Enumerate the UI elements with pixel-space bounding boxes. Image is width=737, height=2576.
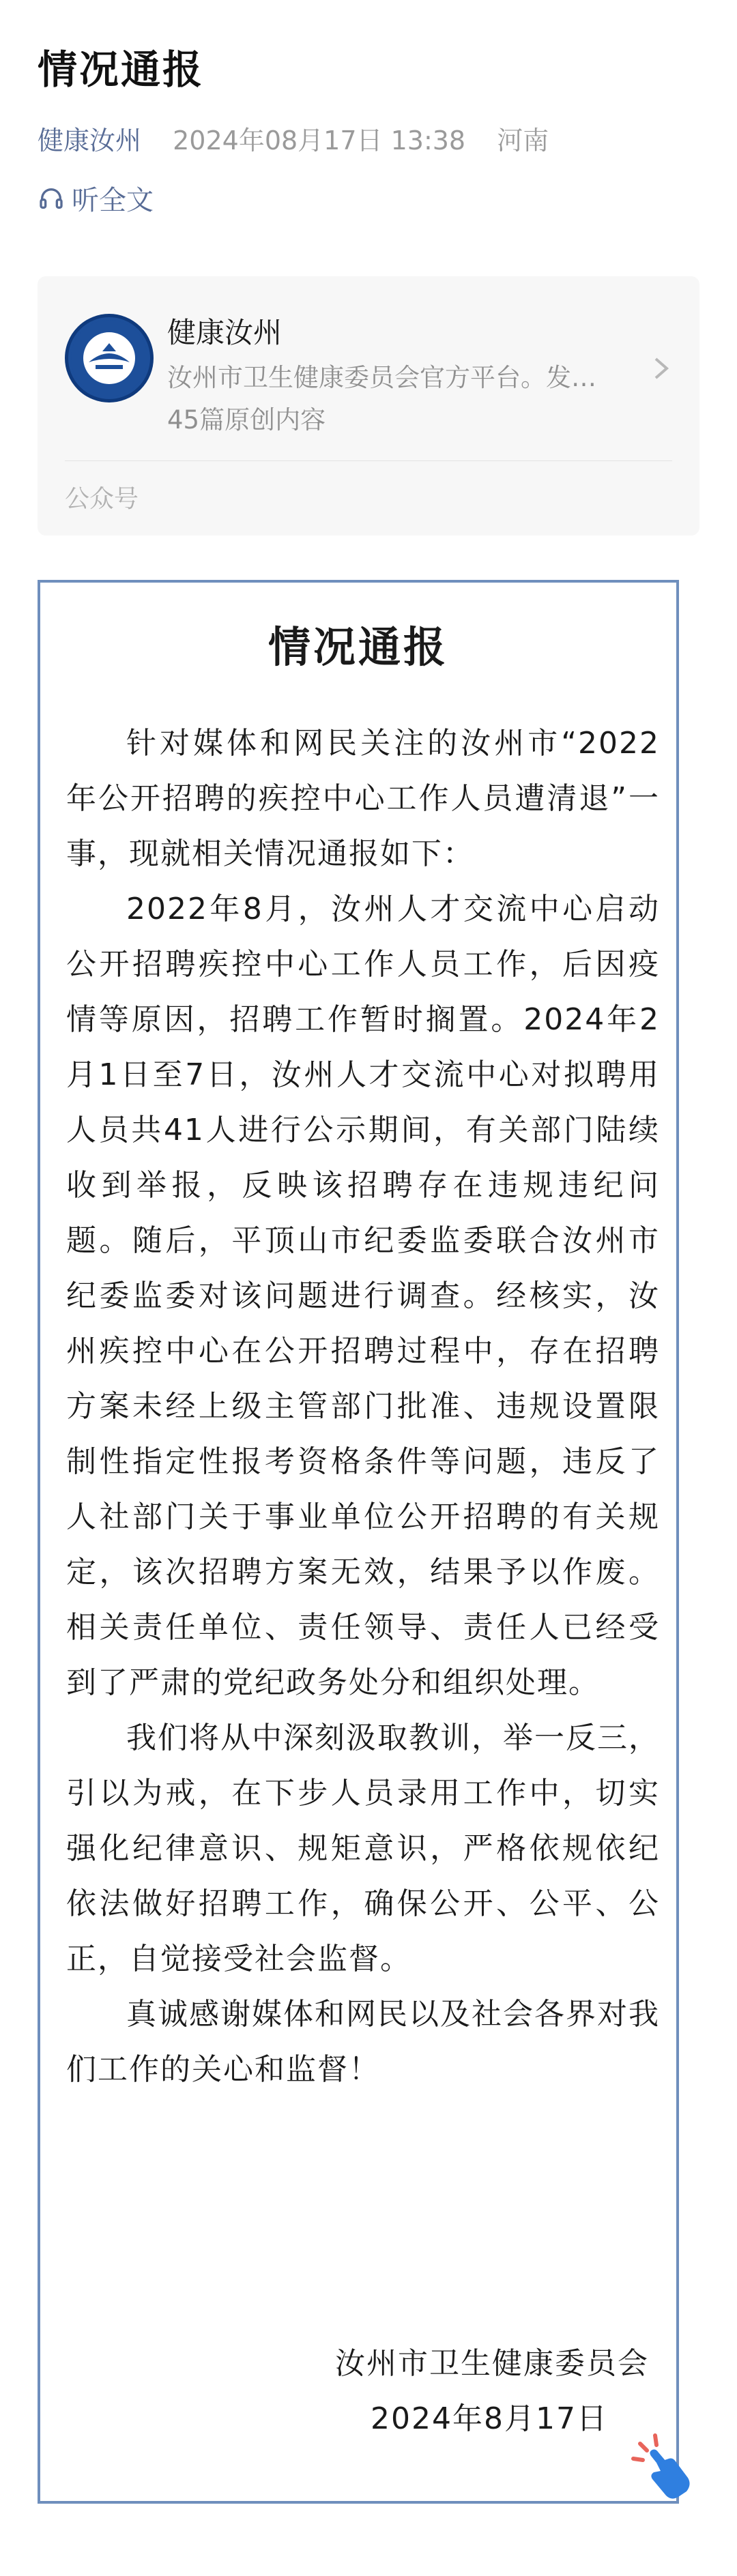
account-description: 汝州市卫生健康委员会官方平台。发… [167, 363, 596, 392]
signature-date: 2024年8月17日 [371, 2401, 608, 2436]
headphones-icon [38, 185, 65, 212]
notice-paragraph: 真诚感谢媒体和网民以及社会各界对我们工作的关心和监督！ [66, 1997, 660, 2087]
account-card[interactable] [38, 276, 699, 536]
listen-label: 听全文 [72, 185, 154, 216]
notice-body [66, 716, 660, 2097]
notice-image [38, 580, 679, 2504]
chevron-right-icon [652, 355, 671, 382]
publish-location: 河南 [497, 126, 549, 156]
notice-title: 情况通报 [268, 622, 448, 672]
account-avatar [65, 314, 154, 402]
account-type-tag: 公众号 [65, 485, 139, 513]
original-count: 45篇原创内容 [167, 405, 326, 435]
notice-paragraph: 2022年8月，汝州人才交流中心启动公开招聘疾控中心工作人员工作，后因疫情等原因，招聘工作暂时搁置。2024年2月1日至7日，汝州人才交流中心对拟聘用人员共41人进行公示期间，有关部门陆续收到举报，反映该招聘存在违规违纪问题。随后，平顶山市纪委监委联合汝州市纪委监委对该问题进行调查。经核实，汝州疾控中心在公开招聘过程中，存在招聘方案未经上级主管部门批准、违规设置限制性指定性报考资格条件等问题，违反了人社部门关于事业单位公开招聘的有关规定，该次招聘方案无效，结果予以作废。相关责任单位、责任领导、责任人已经受到了严肃的党纪政务处分和组织处理。 [66, 892, 660, 1700]
article-meta [38, 119, 549, 157]
emblem-icon [68, 317, 150, 399]
divider [65, 460, 672, 461]
article-title: 情况通报 [38, 46, 205, 93]
listen-button[interactable] [38, 179, 154, 218]
notice-paragraph: 针对媒体和网民关注的汝州市“2022年公开招聘的疾控中心工作人员遭清退”一事，现就相关情况通报如下： [66, 726, 660, 871]
account-name: 健康汝州 [167, 316, 283, 349]
pointing-hand-icon[interactable] [628, 2429, 703, 2504]
notice-signature [335, 2336, 649, 2446]
notice-paragraph: 我们将从中深刻汲取教训，举一反三，引以为戒，在下步人员录用工作中，切实强化纪律意识、规矩意识，严格依规依纪依法做好招聘工作，确保公开、公平、公正，自觉接受社会监督。 [66, 1721, 660, 1976]
publish-datetime: 2024年08月17日 13:38 [173, 126, 466, 156]
signature-org: 汝州市卫生健康委员会 [335, 2346, 649, 2381]
author-link[interactable]: 健康汝州 [38, 126, 142, 156]
